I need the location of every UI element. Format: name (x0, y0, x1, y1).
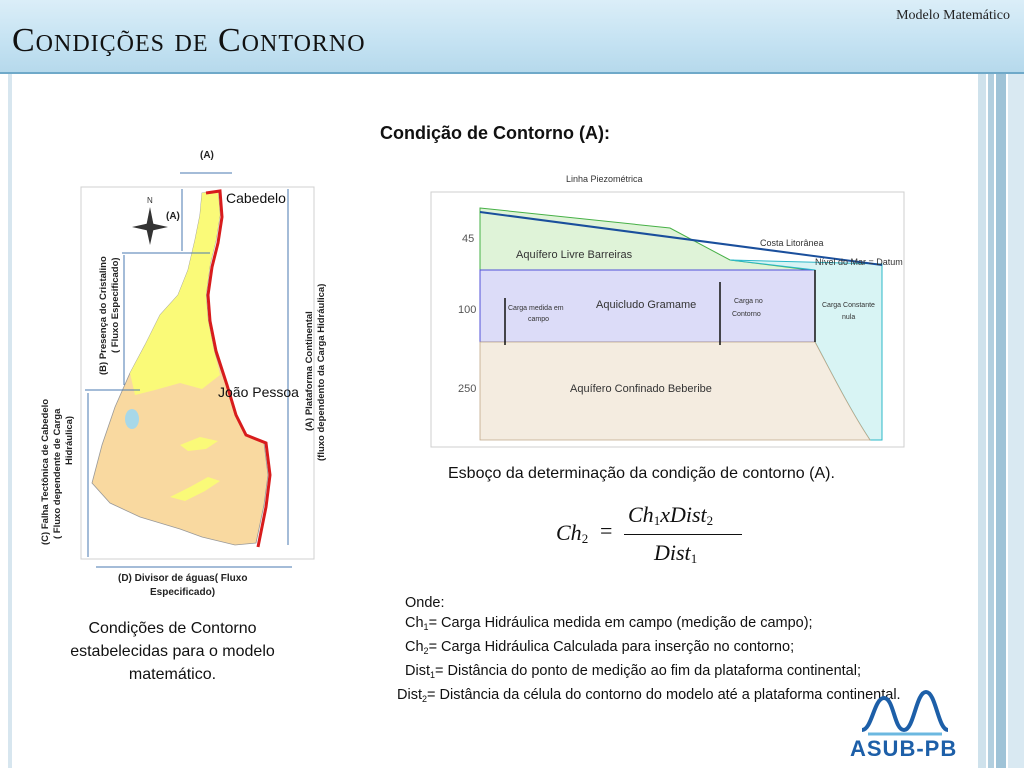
city-label-cabedelo: Cabedelo (226, 190, 286, 206)
label-carga-campo-2: campo (528, 316, 550, 323)
depth-250: 250 (458, 383, 477, 395)
depth-45: 45 (462, 233, 475, 245)
city-label-joao-pessoa: João Pessoa (218, 384, 299, 400)
map-lake (125, 409, 139, 429)
map-bottom-label-1: (D) Divisor de águas( Fluxo (118, 573, 248, 584)
map-north-label: N (147, 196, 153, 205)
label-piezometric: Linha Piezométrica (566, 174, 643, 184)
label-nivel: Nível do Mar = Datum (815, 257, 903, 267)
notes-block (397, 593, 901, 709)
label-carga-constante-1: Carga Constante (822, 302, 875, 309)
map-top-label: (A) (200, 150, 214, 161)
note-line-1: $Ch_1=$ Carga Hidráulica medida em campo (medição de campo); (405, 615, 813, 632)
formula-den-sub: 1 (690, 551, 698, 566)
section-title: Condição de Contorno (A): (380, 123, 610, 143)
map-left-label-2: ( Fluxo dependente de Carga (52, 408, 63, 539)
right-stripe-4 (1008, 74, 1024, 768)
label-costa: Costa Litorânea (760, 238, 824, 248)
logo-wave-icon (860, 690, 950, 736)
formula-denominator (654, 540, 697, 567)
map-left-label-3: Hidráulica) (64, 415, 75, 465)
formula-numerator (628, 502, 713, 529)
map-left-label-1: (C) Falha Tectônica de Cabedelo (40, 398, 51, 545)
label-gramame: Aquicludo Gramame (596, 299, 697, 311)
left-border-stripe (8, 74, 12, 768)
slide-title: Condições de Contorno (12, 22, 366, 59)
map-bottom-label-2: Especificado) (150, 587, 216, 598)
right-stripe-2 (988, 74, 994, 768)
formula-equals: = (600, 518, 613, 543)
formula-lhs-base: Ch (556, 520, 582, 545)
note-line-2: $Ch_2=$ Carga Hidráulica Calculada para inserção no contorno; (405, 639, 795, 656)
map-mid-label-2: ( Fluxo Especificado) (110, 257, 121, 353)
caption-right: Esboço da determinação da condição de contorno (A). (448, 465, 835, 482)
slide-header (0, 0, 1024, 74)
label-beberibe: Aquífero Confinado Beberibe (570, 383, 712, 395)
formula-num-a: Ch (628, 502, 654, 527)
map-right-label-2: (fluxo dependento da Carga Hidráulica) (316, 283, 327, 461)
right-stripe-3 (996, 74, 1006, 768)
map-mid-label-1: (B) Presença do Cristalino (98, 256, 109, 375)
logo-text: ASUB-PB (850, 736, 958, 761)
map-side-label-a: (A) (166, 211, 180, 222)
formula-fraction-bar (624, 534, 742, 535)
asub-logo (850, 690, 980, 762)
label-carga-campo-1: Carga medida em (508, 305, 564, 312)
map-right-label-1: (A) Plataforma Continental (304, 311, 315, 431)
note-line-3: Dist$_1$= Distância do ponto de medição ao fim da plataforma continental; (405, 663, 861, 680)
formula (550, 498, 750, 578)
label-carga-contorno-2: Contorno (732, 311, 761, 318)
label-carga-contorno-1: Carga no (734, 298, 763, 305)
formula-num-b-sub: 2 (706, 513, 714, 528)
formula-num-b: xDist (660, 502, 707, 527)
caption-left: Condições de Contorno estabelecidas para o modelo matemático. (70, 620, 275, 683)
formula-lhs-sub: 2 (581, 531, 589, 546)
aquifer-profile (430, 170, 905, 450)
label-barreiras: Aquífero Livre Barreiras (516, 249, 633, 261)
formula-den: Dist (654, 540, 691, 565)
formula-num-a-sub: 1 (653, 513, 661, 528)
depth-100: 100 (458, 304, 477, 316)
note-line-4: Dist$_2$= Distância da célula do contorno do modelo até a plataforma continental. (397, 687, 901, 704)
formula-lhs (556, 520, 588, 547)
boundary-map (30, 145, 350, 605)
slide-subtitle: Modelo Matemático (896, 8, 1010, 23)
notes-heading: Onde: (405, 595, 445, 611)
right-stripe-1 (978, 74, 986, 768)
label-carga-constante-2: nula (842, 314, 856, 321)
